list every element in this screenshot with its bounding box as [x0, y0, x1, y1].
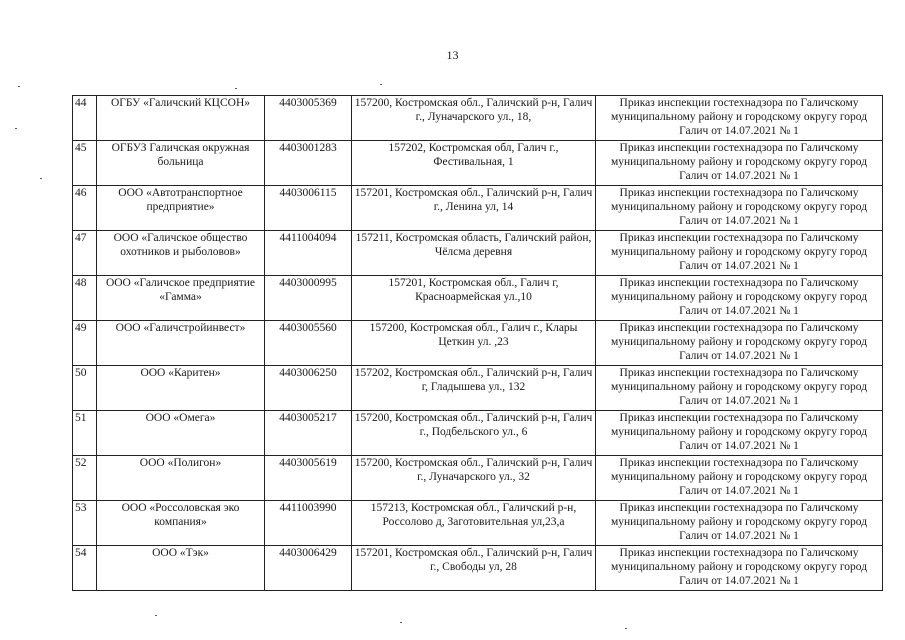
row-number: 45 [73, 141, 97, 186]
organization-name: ООО «Полигон» [97, 456, 265, 501]
row-number: 47 [73, 231, 97, 276]
row-number: 50 [73, 366, 97, 411]
scan-speck [625, 628, 627, 629]
basis-cell: Приказ инспекции гостехнадзора по Галичскому муниципальному району и городскому округу город Галич от 14.07.2021 № 1 [596, 546, 883, 591]
organization-name: ООО «Галичское предприятие «Гамма» [97, 276, 265, 321]
inn-value: 4403005560 [265, 321, 352, 366]
address-cell: 157202, Костромская обл, Галич г., Фестивальная, 1 [352, 141, 596, 186]
organization-name: ООО «Омега» [97, 411, 265, 456]
table-row [73, 411, 883, 456]
scan-speck [235, 88, 237, 89]
table-row [73, 366, 883, 411]
address-cell: 157200, Костромская обл., Галич г., Клары Цеткин ул. ,23 [352, 321, 596, 366]
table-row [73, 456, 883, 501]
address-cell: 157202, Костромская обл., Галичский р-н, Галич г, Гладышева ул., 132 [352, 366, 596, 411]
scan-speck [40, 178, 42, 179]
scan-speck [400, 622, 402, 623]
scan-speck [15, 128, 17, 129]
address-cell: 157213, Костромская обл., Галичский р-н, Россолово д, Заготовительная ул,23,а [352, 501, 596, 546]
address-cell: 157200, Костромская обл., Галичский р-н, Галич г., Луначарского ул., 18, [352, 96, 596, 141]
inn-value: 4403001283 [265, 141, 352, 186]
inn-value: 4403006250 [265, 366, 352, 411]
address-cell: 157201, Костромская обл., Галич г, Красноармейская ул.,10 [352, 276, 596, 321]
registry-table-body [73, 96, 883, 591]
table-row [73, 231, 883, 276]
table-row [73, 186, 883, 231]
table-row [73, 501, 883, 546]
inn-value: 4403005217 [265, 411, 352, 456]
row-number: 54 [73, 546, 97, 591]
scan-speck [155, 615, 157, 616]
organization-name: ООО «Россоловская эко компания» [97, 501, 265, 546]
page-number: 13 [446, 48, 459, 62]
organization-name: ООО «Галичское общество охотников и рыболовов» [97, 231, 265, 276]
basis-cell: Приказ инспекции гостехнадзора по Галичскому муниципальному району и городскому округу город Галич от 14.07.2021 № 1 [596, 231, 883, 276]
organization-name: ООО «Каритен» [97, 366, 265, 411]
table-row [73, 276, 883, 321]
row-number: 51 [73, 411, 97, 456]
scan-speck [18, 86, 20, 87]
inn-value: 4403005369 [265, 96, 352, 141]
inn-value: 4411004094 [265, 231, 352, 276]
basis-cell: Приказ инспекции гостехнадзора по Галичскому муниципальному району и городскому округу город Галич от 14.07.2021 № 1 [596, 276, 883, 321]
basis-cell: Приказ инспекции гостехнадзора по Галичскому муниципальному району и городскому округу город Галич от 14.07.2021 № 1 [596, 321, 883, 366]
address-cell: 157200, Костромская обл., Галичский р-н, Галич г., Подбельского ул., 6 [352, 411, 596, 456]
table-row [73, 321, 883, 366]
organization-name: ОГБУЗ Галичская окружная больница [97, 141, 265, 186]
inn-value: 4403006429 [265, 546, 352, 591]
basis-cell: Приказ инспекции гостехнадзора по Галичскому муниципальному району и городскому округу город Галич от 14.07.2021 № 1 [596, 411, 883, 456]
table-row [73, 546, 883, 591]
organization-name: ООО «Автотранспортное предприятие» [97, 186, 265, 231]
address-cell: 157201, Костромская обл., Галичский р-н, Галич г., Свободы ул, 28 [352, 546, 596, 591]
inn-value: 4403005619 [265, 456, 352, 501]
address-cell: 157200, Костромская обл., Галичский р-н, Галич г., Луначарского ул., 32 [352, 456, 596, 501]
basis-cell: Приказ инспекции гостехнадзора по Галичскому муниципальному району и городскому округу город Галич от 14.07.2021 № 1 [596, 96, 883, 141]
registry-table [72, 95, 883, 591]
row-number: 49 [73, 321, 97, 366]
basis-cell: Приказ инспекции гостехнадзора по Галичскому муниципальному району и городскому округу город Галич от 14.07.2021 № 1 [596, 456, 883, 501]
scan-speck [380, 84, 382, 85]
basis-cell: Приказ инспекции гостехнадзора по Галичскому муниципальному району и городскому округу город Галич от 14.07.2021 № 1 [596, 186, 883, 231]
row-number: 48 [73, 276, 97, 321]
table-row [73, 96, 883, 141]
basis-cell: Приказ инспекции гостехнадзора по Галичскому муниципальному району и городскому округу город Галич от 14.07.2021 № 1 [596, 366, 883, 411]
address-cell: 157201, Костромская обл., Галичский р-н, Галич г., Ленина ул, 14 [352, 186, 596, 231]
inn-value: 4411003990 [265, 501, 352, 546]
organization-name: ООО «Тэк» [97, 546, 265, 591]
basis-cell: Приказ инспекции гостехнадзора по Галичскому муниципальному району и городскому округу город Галич от 14.07.2021 № 1 [596, 141, 883, 186]
row-number: 44 [73, 96, 97, 141]
row-number: 52 [73, 456, 97, 501]
row-number: 53 [73, 501, 97, 546]
table-row [73, 141, 883, 186]
inn-value: 4403000995 [265, 276, 352, 321]
address-cell: 157211, Костромская область, Галичский район, Чёлсма деревня [352, 231, 596, 276]
inn-value: 4403006115 [265, 186, 352, 231]
organization-name: ОГБУ «Галичский КЦСОН» [97, 96, 265, 141]
basis-cell: Приказ инспекции гостехнадзора по Галичскому муниципальному району и городскому округу город Галич от 14.07.2021 № 1 [596, 501, 883, 546]
organization-name: ООО «Галичстройинвест» [97, 321, 265, 366]
row-number: 46 [73, 186, 97, 231]
